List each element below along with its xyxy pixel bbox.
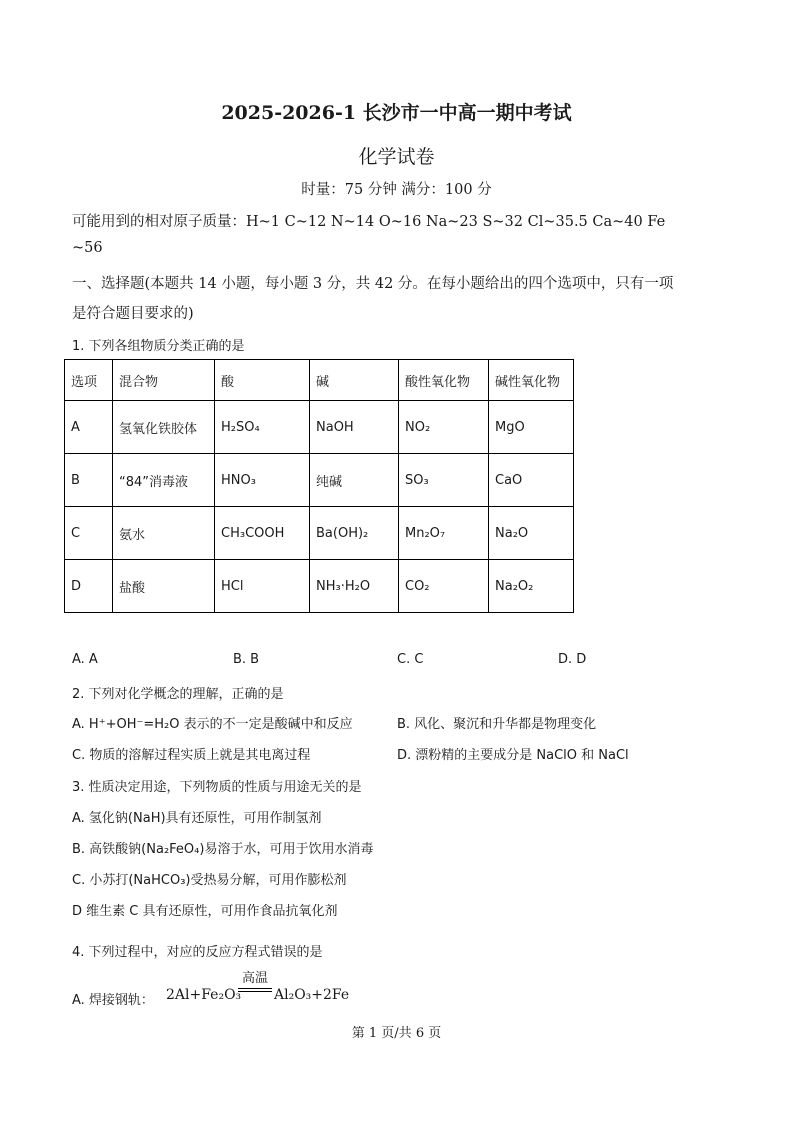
equals-sign-icon bbox=[238, 988, 272, 992]
atomic-masses-line1: 可能用到的相对原子质量：H~1 C~12 N~14 O~16 Na~23 S~32 Cl~35.5 Ca~40 Fe bbox=[72, 214, 666, 230]
table-row bbox=[65, 507, 574, 560]
q3-option-c: C. 小苏打(NaHCO₃)受热易分解，可用作膨松剂 bbox=[72, 873, 347, 888]
q2-option-a: A. H⁺+OH⁻=H₂O 表示的不一定是酸碱中和反应 bbox=[72, 717, 353, 732]
q4-reaction-arrow bbox=[238, 972, 272, 1002]
cell-acidic-oxide: CO₂ bbox=[399, 560, 489, 613]
cell-basic-oxide: CaO bbox=[489, 454, 574, 507]
header-cell: 酸性氧化物 bbox=[399, 360, 489, 401]
q4-reaction-condition: 高温 bbox=[241, 971, 268, 986]
cell-basic-oxide: Na₂O bbox=[489, 507, 574, 560]
page-subtitle: 化学试卷 bbox=[358, 146, 435, 168]
section1-line2: 是符合题目要求的) bbox=[72, 306, 194, 322]
cell-mixture: 氨水 bbox=[113, 507, 215, 560]
q4-option-a-label: A. 焊接钢轨： bbox=[72, 993, 154, 1008]
table-row bbox=[65, 401, 574, 454]
cell-acid: CH₃COOH bbox=[215, 507, 310, 560]
q2-option-c: C. 物质的溶解过程实质上就是其电离过程 bbox=[72, 748, 311, 763]
header-cell: 混合物 bbox=[113, 360, 215, 401]
cell-acidic-oxide: SO₃ bbox=[399, 454, 489, 507]
cell-acid: HNO₃ bbox=[215, 454, 310, 507]
cell-mixture: “84”消毒液 bbox=[113, 454, 215, 507]
cell-option: B bbox=[65, 454, 113, 507]
q3-option-d: D 维生素 C 具有还原性，可用作食品抗氧化剂 bbox=[72, 904, 338, 919]
q4-equation-reactants: 2Al+Fe₂O₃ bbox=[166, 987, 242, 1003]
q1-choice-d: D. D bbox=[558, 652, 587, 667]
q3-option-a: A. 氢化钠(NaH)具有还原性，可用作制氢剂 bbox=[72, 811, 322, 826]
cell-mixture: 氢氧化铁胶体 bbox=[113, 401, 215, 454]
q2-option-d: D. 漂粉精的主要成分是 NaClO 和 NaCl bbox=[397, 748, 629, 763]
q1-stem: 1. 下列各组物质分类正确的是 bbox=[72, 339, 245, 354]
cell-acidic-oxide: NO₂ bbox=[399, 401, 489, 454]
table-row bbox=[65, 560, 574, 613]
page-footer: 第 1 页/共 6 页 bbox=[351, 1026, 442, 1041]
cell-acid: H₂SO₄ bbox=[215, 401, 310, 454]
cell-acid: HCl bbox=[215, 560, 310, 613]
cell-option: D bbox=[65, 560, 113, 613]
q2-stem: 2. 下列对化学概念的理解，正确的是 bbox=[72, 687, 284, 702]
cell-base: 纯碱 bbox=[310, 454, 399, 507]
cell-base: Ba(OH)₂ bbox=[310, 507, 399, 560]
cell-mixture: 盐酸 bbox=[113, 560, 215, 613]
table-header-row bbox=[65, 360, 574, 401]
q3-option-b: B. 高铁酸钠(Na₂FeO₄)易溶于水，可用于饮用水消毒 bbox=[72, 842, 374, 857]
header-cell: 碱性氧化物 bbox=[489, 360, 574, 401]
header-cell: 碱 bbox=[310, 360, 399, 401]
cell-base: NaOH bbox=[310, 401, 399, 454]
cell-basic-oxide: MgO bbox=[489, 401, 574, 454]
table-row bbox=[65, 454, 574, 507]
q4-stem: 4. 下列过程中，对应的反应方程式错误的是 bbox=[72, 945, 323, 960]
section1-line1: 一、选择题(本题共 14 小题，每小题 3 分，共 42 分。在每小题给出的四个选项中，只有一项 bbox=[72, 276, 674, 292]
header-cell: 酸 bbox=[215, 360, 310, 401]
header-cell: 选项 bbox=[65, 360, 113, 401]
q1-choice-b: B. B bbox=[233, 652, 260, 667]
cell-base: NH₃·H₂O bbox=[310, 560, 399, 613]
cell-basic-oxide: Na₂O₂ bbox=[489, 560, 574, 613]
cell-acidic-oxide: Mn₂O₇ bbox=[399, 507, 489, 560]
atomic-masses-line2: ~56 bbox=[72, 240, 103, 256]
cell-option: C bbox=[65, 507, 113, 560]
cell-option: A bbox=[65, 401, 113, 454]
q1-choice-a: A. A bbox=[72, 652, 98, 667]
q2-option-b: B. 风化、聚沉和升华都是物理变化 bbox=[397, 717, 597, 732]
q1-choice-c: C. C bbox=[397, 652, 424, 667]
q4-equation-products: Al₂O₃+2Fe bbox=[274, 987, 350, 1003]
q1-classification-table bbox=[64, 359, 574, 613]
q3-stem: 3. 性质决定用途，下列物质的性质与用途无关的是 bbox=[72, 780, 362, 795]
exam-meta: 时量：75 分钟 满分：100 分 bbox=[301, 182, 492, 198]
page-title: 2025-2026-1 长沙市一中高一期中考试 bbox=[221, 102, 572, 124]
